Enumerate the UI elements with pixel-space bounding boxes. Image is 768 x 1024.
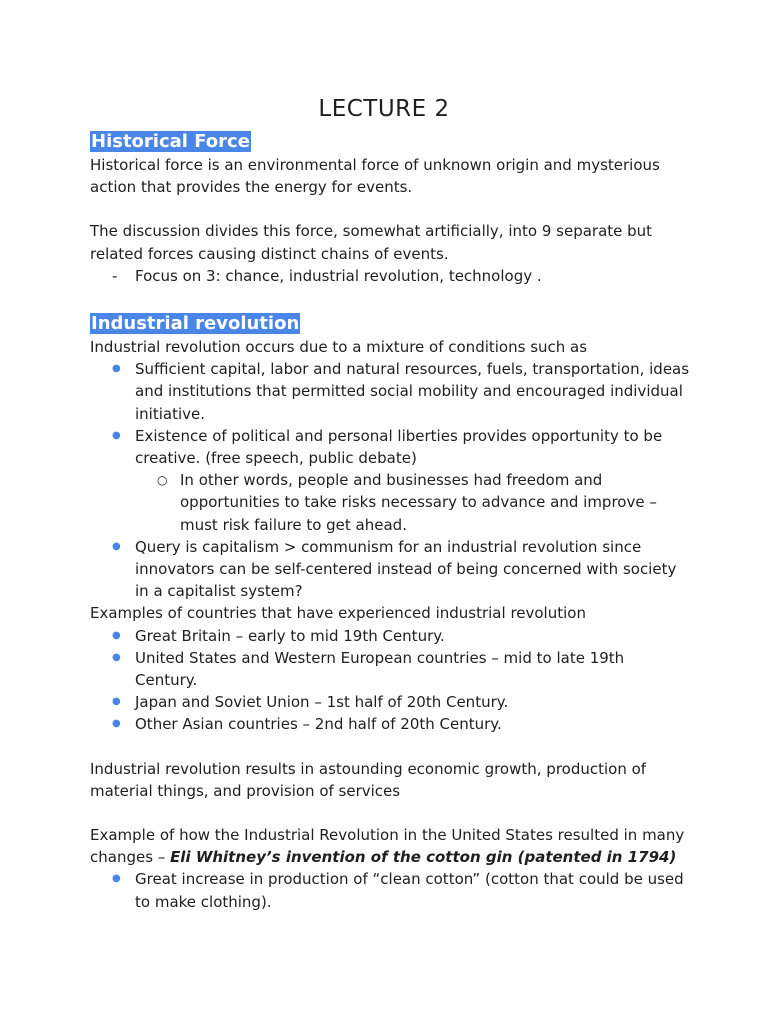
- bullet-icon: ●: [112, 696, 121, 708]
- paragraph-conditions-intro: Industrial revolution occurs due to a mixture of conditions such as: [90, 338, 588, 357]
- paragraph-examples-intro: Examples of countries that have experienced industrial revolution: [90, 604, 586, 623]
- list-item: ● Sufficient capital, labor and natural resources, fuels, transportation, ideas and institutions that permitted social mobility and encouraged individual initiative.: [112, 360, 690, 423]
- paragraph-results: Industrial revolution results in astounding economic growth, production of material things, and provision of services: [90, 759, 647, 800]
- list-item: ● Great Britain – early to mid 19th Century.: [90, 625, 690, 647]
- lecture-title: LECTURE 2: [318, 96, 450, 122]
- document-body: [90, 130, 690, 913]
- heading-historical-force: Historical Force: [91, 131, 250, 152]
- bullet-icon: ●: [112, 363, 121, 375]
- bullet-icon: ●: [112, 429, 121, 441]
- heading-industrial-revolution: Industrial revolution: [91, 313, 300, 335]
- paragraph-historical-force-definition: Historical force is an environmental force of unknown origin and mysterious action that provides the energy for events.: [90, 156, 660, 197]
- list-item: ● Japan and Soviet Union – 1st half of 20th Century.: [90, 691, 690, 713]
- list-item: ● Existence of political and personal liberties provides opportunity to be creative. (free speech, public debate): [112, 426, 663, 468]
- dash-icon: -: [112, 266, 118, 285]
- bullet-icon: ●: [112, 651, 121, 663]
- paragraph-cotton-gin-example: Example of how the Industrial Revolution in the United States resulted in many changes – Eli Whitney’s invention of the cotton gin (patented in 1794): [90, 826, 685, 867]
- list-item: ● Query is capitalism > communism for an industrial revolution since innovators can be self-centered instead of being concerned with society in a capitalist system?: [112, 537, 677, 601]
- dash-list-item: - Focus on 3: chance, industrial revolution, technology .: [90, 265, 690, 287]
- list-item: ● Great increase in production of “clean cotton” (cotton that could be used to make clothing).: [112, 870, 684, 911]
- list-item: ● United States and Western European countries – mid to late 19th Century.: [112, 648, 625, 690]
- bullet-icon: ●: [112, 629, 121, 641]
- sub-list-item: ○ In other words, people and businesses had freedom and opportunities to take risks necessary to advance and improve – must risk failure to get ahead.: [157, 471, 657, 534]
- list-item: ● Other Asian countries – 2nd half of 20th Century.: [90, 713, 690, 735]
- paragraph-forces-division: The discussion divides this force, somewhat artificially, into 9 separate but related forces causing distinct chains of events.: [90, 222, 653, 263]
- cotton-gin-emphasis: Eli Whitney’s invention of the cotton gin (patented in 1794): [170, 848, 677, 867]
- hollow-bullet-icon: ○: [157, 473, 168, 488]
- bullet-icon: ●: [112, 540, 121, 552]
- bullet-icon: ●: [112, 873, 121, 885]
- bullet-icon: ●: [112, 718, 121, 730]
